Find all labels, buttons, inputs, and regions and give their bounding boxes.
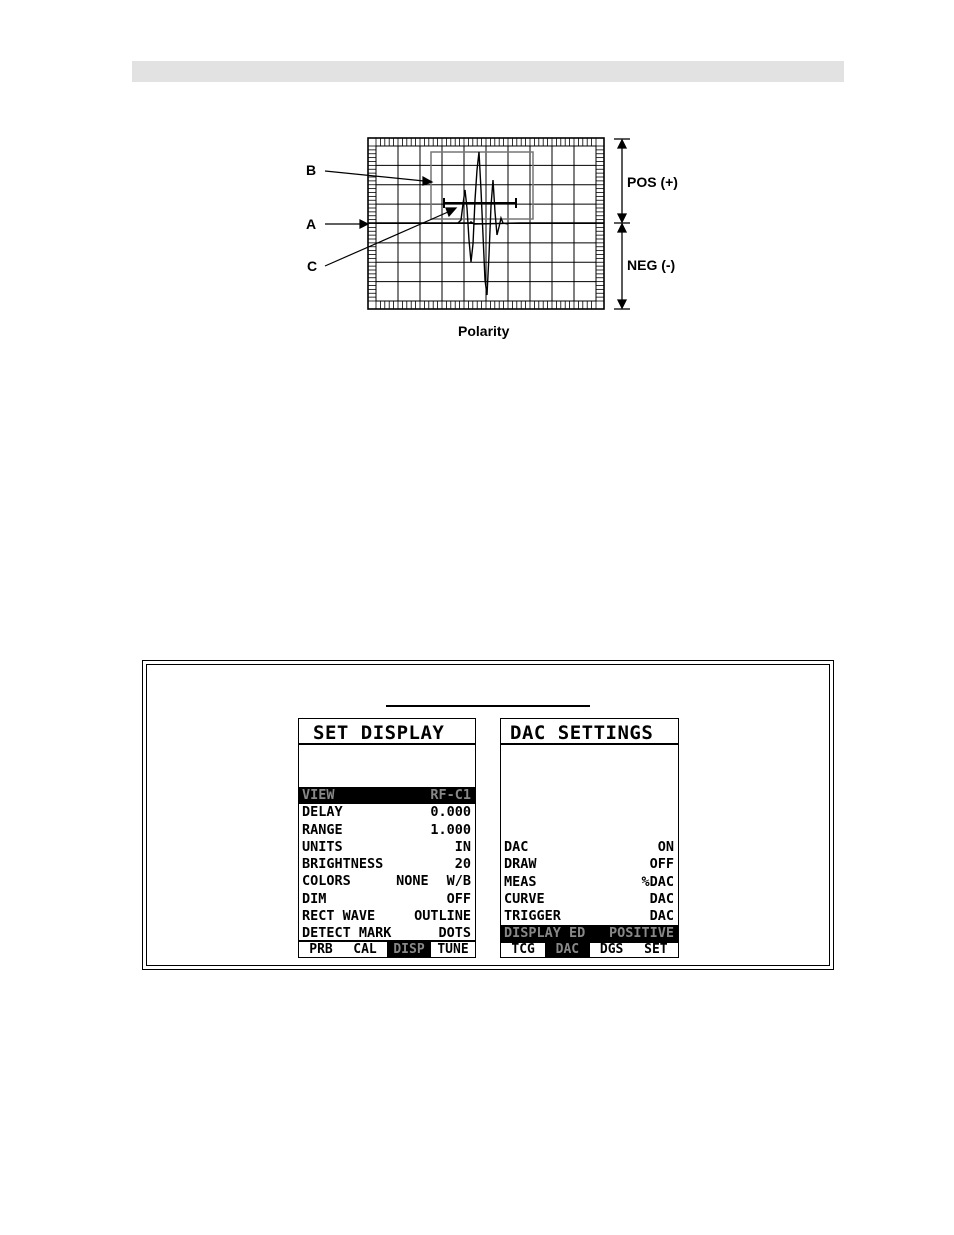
row-value: %DAC [641,873,674,890]
dac-settings-title: DAC SETTINGS [501,719,678,745]
row-label: CURVE [504,890,545,907]
screens-frame-inner-border [146,664,830,966]
row-label: RANGE [302,821,343,838]
dac-settings-menu [501,839,678,943]
row-label: UNITS [302,838,343,855]
row-label: BRIGHTNESS [302,856,384,873]
row-value: IN [454,838,471,855]
menu-row-view[interactable] [299,787,475,804]
row-label: DRAW [504,856,537,873]
set-display-title: SET DISPLAY [299,719,475,745]
row-value: OUTLINE [414,908,471,925]
dac-settings-tab-bar [501,940,678,957]
set-display-tab-bar [299,940,475,957]
row-label: DETECT MARK [302,925,392,942]
row-value: DAC [649,890,674,907]
menu-row-dim[interactable] [299,891,475,908]
section-header-bar [132,61,844,82]
row-value: 1.000 [430,821,471,838]
menu-row-units[interactable] [299,839,475,856]
tab-prb[interactable]: PRB [309,942,333,957]
row-values [396,873,471,890]
label-c: C [307,258,318,274]
label-b: B [306,162,317,178]
tab-dac[interactable]: DAC [545,942,589,957]
menu-row-curve[interactable] [501,891,678,908]
row-value: NONE [396,873,429,890]
tab-disp[interactable]: DISP [387,942,431,957]
tab-tcg[interactable]: TCG [511,942,535,957]
tab-set[interactable]: SET [644,942,668,957]
menu-row-dac[interactable] [501,839,678,856]
menu-row-delay[interactable] [299,804,475,821]
menu-row-trigger[interactable] [501,908,678,925]
set-display-screen [298,718,476,958]
row-label: DELAY [302,804,343,821]
dac-settings-screen [500,718,679,958]
label-pos: POS (+) [627,174,678,190]
row-label: DIM [302,890,327,907]
row-value: OFF [446,890,471,907]
row-value: ON [657,839,674,855]
set-display-menu [299,787,475,943]
row-value: OFF [649,856,674,873]
row-label: DISPLAY ED [504,925,586,942]
row-label: MEAS [504,873,537,890]
menu-row-brightness[interactable] [299,856,475,873]
row-value: 20 [454,856,471,873]
row-value: DAC [649,908,674,925]
polarity-scope-figure [290,130,710,345]
label-a: A [306,216,317,232]
row-label: TRIGGER [504,908,561,925]
row-value: 0.000 [430,804,471,821]
menu-row-range[interactable] [299,822,475,839]
figure-caption: Polarity [458,323,510,339]
polarity-range-arrows [614,139,630,309]
frame-title-rule [386,705,590,707]
menu-row-colors[interactable] [299,873,475,890]
row-label: VIEW [302,787,335,803]
menu-row-rect-wave[interactable] [299,908,475,925]
row-label: DAC [504,839,529,855]
row-value: DOTS [438,925,471,942]
menu-row-draw[interactable] [501,856,678,873]
menu-row-meas[interactable] [501,874,678,891]
row-label: COLORS [302,873,351,890]
tab-cal[interactable]: CAL [353,942,377,957]
row-value-secondary: W/B [446,873,471,890]
label-neg: NEG (-) [627,257,676,273]
row-value: POSITIVE [608,925,674,942]
tab-dgs[interactable]: DGS [599,942,624,957]
row-value: RF-C1 [430,787,471,803]
tab-tune[interactable]: TUNE [437,942,469,957]
row-label: RECT WAVE [302,908,376,925]
